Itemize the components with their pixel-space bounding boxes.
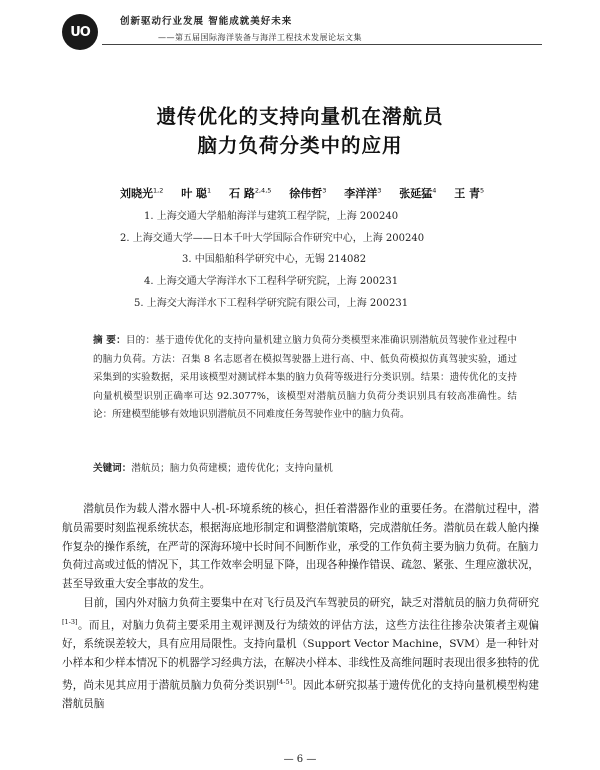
paper-title-line-1: 遗传优化的支持向量机在潜航员	[156, 105, 444, 128]
affiliation-5: 5. 上海交大海洋水下工程科学研究院有限公司，上海 200231	[134, 298, 409, 309]
keywords-text: 潜航员；脑力负荷建模；遗传优化；支持向量机	[131, 463, 333, 474]
page-number: — 6 —	[283, 754, 317, 765]
affiliation-4: 4. 上海交通大学海洋水下工程科学研究院，上海 200231	[144, 276, 399, 287]
conference-logo: UO	[62, 14, 98, 50]
author: 刘晓光$^{1,2}$	[120, 186, 164, 200]
header-series: ——第五届国际海洋装备与海洋工程技术发展论坛文集	[158, 33, 362, 42]
abstract-text: 目的：基于遗传优化的支持向量机建立脑力负荷分类模型来准确识别潜航员驾驶作业过程中的脑力负荷。方法：召集 8 名志愿者在模拟驾驶器上进行高、中、低负荷模拟仿真驾驶实验，通过采集到的实验数据，采用该模型对测试样本集的脑力负荷等级进行分类识别。结果：遗传优化的支持向量机模型识别正确率可达 92.3077%，该模型对潜航员脑力负荷分类识别具有较高准确性。结论：所建模型能够有效地识别潜航员不同难度任务驾驶作业中的脑力负荷。	[93, 335, 518, 421]
keywords	[93, 460, 517, 474]
paragraph: 潜航员作为载人潜水器中人-机-环境系统的核心，担任着潜器作业的重要任务。在潜航过程中，潜航员需要时刻监视系统状态，根据海底地形制定和调整潜航策略，完成潜航任务。潜航员在载人舱内操作复杂的操作系统，在严苛的深海环境中长时间不间断作业，承受的工作负荷主要为脑力负荷。在脑力负荷过高或过低的情况下，其工作效率会明显下降，出现各种操作错误、疏忽、紧张、生理应激状况，甚至导致重大安全事故的发生。	[62, 503, 539, 591]
citation: [4-5]	[276, 677, 293, 686]
paragraph: 目前，国内外对脑力负荷主要集中在对飞行员及汽车驾驶员的研究，缺乏对潜航员的脑力负荷研究[1-3]。而且，对脑力负荷主要采用主观评测及行为绩效的评估方法，这些方法往往掺杂决策者主观偏好，系统误差较大，具有应用局限性。支持向量机（Support Vector Machine，SVM）是一种针对小样本和少样本情况下的机器学习经典方法，在解决小样本、非线性及高维问题时表现出很多独特的优势，尚未见其应用于潜航员脑力负荷分类识别[4-5]。因此本研究拟基于遗传优化的支持向量机模型构建潜航员脑	[62, 596, 540, 711]
citation: [1-3]	[62, 617, 78, 626]
author: 王 青$^5$	[454, 186, 485, 200]
running-header	[62, 8, 542, 52]
affiliation-2: 2. 上海交通大学——日本千叶大学国际合作研究中心，上海 200240	[120, 233, 425, 244]
affiliation-3: 3. 中国船舶科学研究中心，无锡 214082	[182, 254, 367, 265]
author: 石 路$^{2,4,5}$	[229, 186, 272, 200]
body-text	[62, 500, 539, 714]
author: 徐伟哲$^3$	[289, 186, 327, 200]
author-list	[120, 185, 580, 201]
author: 张延猛$^4$	[399, 186, 437, 200]
header-slogan: 创新驱动行业发展 智能成就美好未来	[120, 16, 293, 27]
keywords-label: 关键词：	[93, 463, 132, 474]
abstract	[93, 332, 517, 425]
abstract-label: 摘 要：	[93, 335, 126, 346]
header-divider	[102, 44, 542, 45]
author: 李洋洋$^3$	[344, 186, 382, 200]
author: 叶 聪$^1$	[181, 186, 212, 200]
affiliation-1: 1. 上海交通大学船舶海洋与建筑工程学院，上海 200240	[144, 211, 399, 222]
paper-title-line-2: 脑力负荷分类中的应用	[197, 134, 403, 157]
